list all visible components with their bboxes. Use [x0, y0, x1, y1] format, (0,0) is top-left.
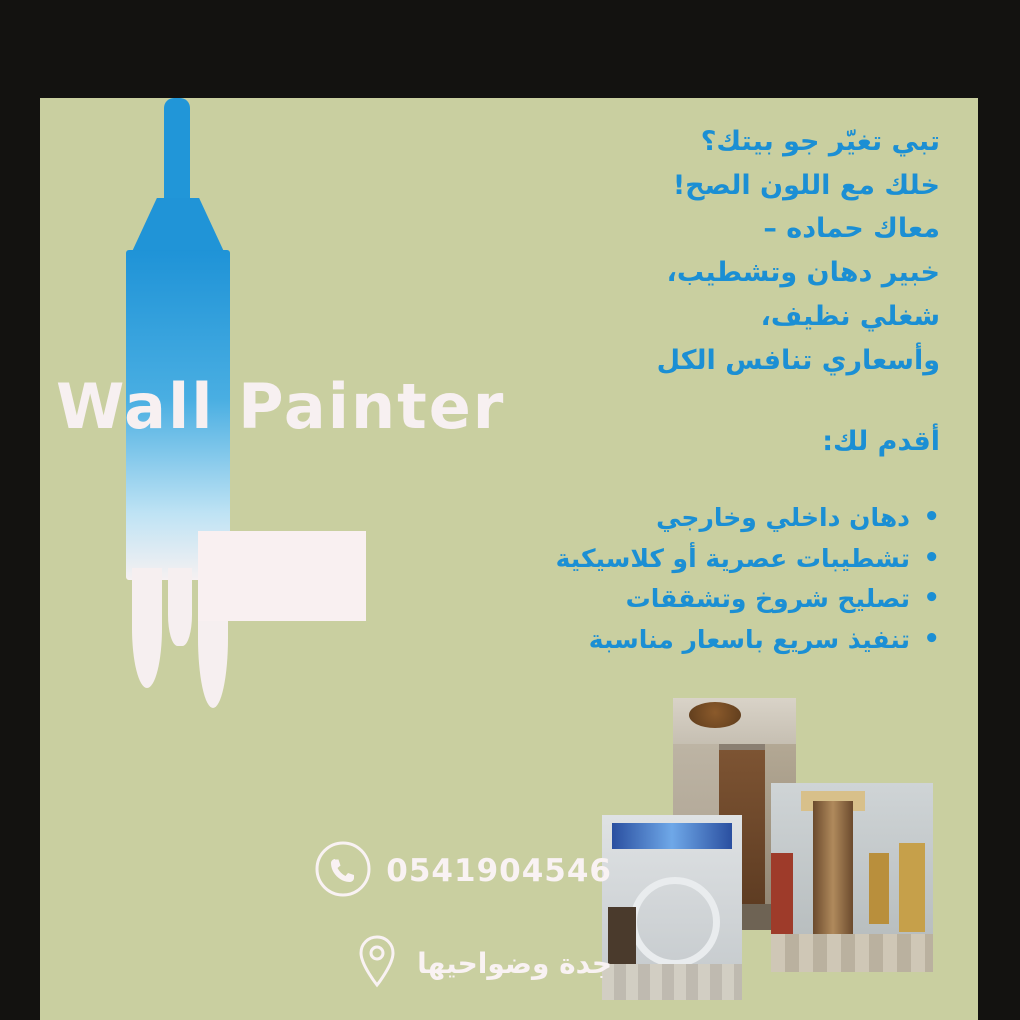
- photo-detail: [771, 853, 793, 943]
- contact-block: [92, 840, 612, 1010]
- photo-detail: [630, 877, 720, 967]
- photo-detail: [771, 934, 933, 972]
- headline-line: معاك حماده –: [763, 213, 940, 245]
- phone-row: [92, 840, 612, 902]
- headline-line: شغلي نظيف،: [760, 300, 940, 332]
- headline-line: وأسعاري تنافس الكل: [656, 344, 940, 376]
- ceiling-lamp-shape: [689, 702, 741, 728]
- decorated-column-photo: [771, 783, 933, 972]
- offer-title: أقدم لك:: [822, 426, 940, 457]
- headline-line: خبير دهان وتشطيب،: [666, 257, 940, 289]
- phone-number: 0541904546: [386, 853, 612, 889]
- photo-detail: [602, 964, 742, 1000]
- headline-line: خلك مع اللون الصح!: [672, 169, 940, 201]
- photo-detail: [899, 843, 925, 932]
- location-row: [92, 932, 612, 994]
- poster: [40, 98, 978, 1020]
- photo-detail: [608, 907, 636, 965]
- photo-detail: [869, 853, 889, 924]
- location-text: جدة وضواحيها: [417, 946, 612, 980]
- list-item: • تشطيبات عصرية أو كلاسيكية: [380, 539, 940, 580]
- list-item: • تصليح شروخ وتشققات: [380, 579, 940, 620]
- phone-icon: [314, 840, 372, 902]
- location-pin-icon: [351, 932, 403, 994]
- photo-detail: [612, 823, 732, 849]
- modern-ceiling-photo: [602, 815, 742, 1000]
- list-item: • دهان داخلي وخارجي: [380, 498, 940, 539]
- headline-line: تبي تغيّر جو بيتك؟: [700, 126, 940, 157]
- photo-detail: [813, 801, 853, 950]
- list-item: • تنفيذ سريع باسعار مناسبة: [380, 620, 940, 661]
- brand-title: Wall Painter: [56, 370, 506, 443]
